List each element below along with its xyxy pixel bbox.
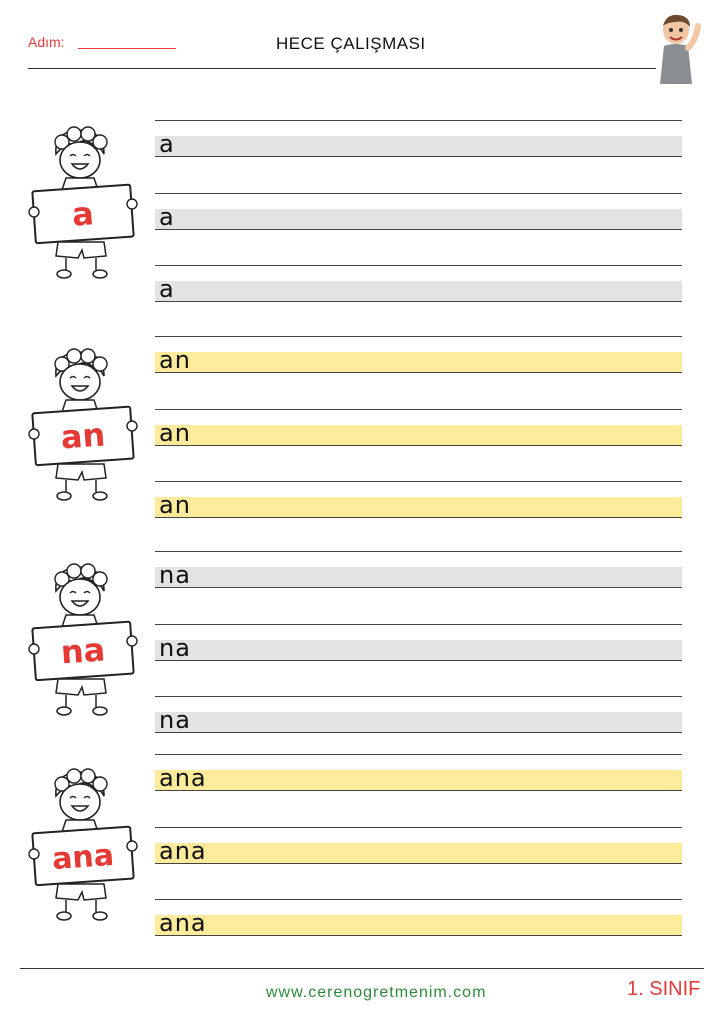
row-base-line	[155, 517, 682, 518]
row-top-line	[155, 409, 682, 410]
name-write-line	[78, 48, 176, 49]
row-highlight-band	[155, 640, 682, 660]
writing-row[interactable]	[155, 899, 682, 937]
writing-row[interactable]	[155, 336, 682, 374]
waving-child-avatar-icon	[654, 12, 702, 84]
row-base-line	[155, 790, 682, 791]
writing-row[interactable]	[155, 409, 682, 447]
row-syllable-text: na	[159, 561, 191, 589]
row-syllable-text: an	[159, 346, 191, 374]
row-syllable-text: na	[159, 634, 191, 662]
writing-row[interactable]	[155, 827, 682, 865]
sign-syllable: ana	[50, 837, 116, 878]
row-top-line	[155, 265, 682, 266]
writing-row[interactable]	[155, 551, 682, 589]
row-highlight-band	[155, 425, 682, 445]
row-top-line	[155, 120, 682, 121]
row-top-line	[155, 899, 682, 900]
sign-syllable: an	[59, 415, 107, 457]
row-top-line	[155, 481, 682, 482]
row-syllable-text: na	[159, 706, 191, 734]
name-label: Adım:	[28, 34, 65, 50]
row-highlight-band	[155, 497, 682, 517]
sign-syllable: a	[70, 194, 96, 234]
footer-grade-label: 1. SINIF	[627, 978, 701, 1000]
row-highlight-band	[155, 712, 682, 732]
row-top-line	[155, 624, 682, 625]
row-top-line	[155, 827, 682, 828]
row-highlight-band	[155, 915, 682, 935]
row-base-line	[155, 660, 682, 661]
row-top-line	[155, 336, 682, 337]
writing-row[interactable]	[155, 624, 682, 662]
row-highlight-band	[155, 136, 682, 156]
row-highlight-band	[155, 567, 682, 587]
row-highlight-band	[155, 770, 682, 790]
row-base-line	[155, 863, 682, 864]
row-top-line	[155, 551, 682, 552]
writing-row[interactable]	[155, 481, 682, 519]
row-highlight-band	[155, 281, 682, 301]
writing-row[interactable]	[155, 696, 682, 734]
footer-website: www.cerenogretmenim.com	[266, 984, 487, 1001]
row-syllable-text: ana	[159, 837, 207, 865]
row-base-line	[155, 229, 682, 230]
row-base-line	[155, 301, 682, 302]
writing-row[interactable]	[155, 193, 682, 231]
row-highlight-band	[155, 843, 682, 863]
footer-divider	[20, 968, 704, 969]
child-holding-sign-illustration	[26, 766, 146, 926]
row-base-line	[155, 732, 682, 733]
row-base-line	[155, 935, 682, 936]
row-syllable-text: a	[159, 203, 175, 231]
sign-syllable: na	[59, 630, 107, 672]
writing-row[interactable]	[155, 120, 682, 158]
row-syllable-text: a	[159, 130, 175, 158]
row-syllable-text: an	[159, 491, 191, 519]
row-top-line	[155, 754, 682, 755]
writing-row[interactable]	[155, 754, 682, 792]
row-syllable-text: a	[159, 275, 175, 303]
child-holding-sign-illustration	[26, 346, 146, 506]
row-base-line	[155, 156, 682, 157]
row-top-line	[155, 696, 682, 697]
header-divider	[28, 68, 656, 69]
row-syllable-text: an	[159, 419, 191, 447]
row-highlight-band	[155, 352, 682, 372]
row-base-line	[155, 587, 682, 588]
row-base-line	[155, 372, 682, 373]
page-title: HECE ÇALIŞMASI	[276, 34, 426, 53]
row-highlight-band	[155, 209, 682, 229]
row-top-line	[155, 193, 682, 194]
row-syllable-text: ana	[159, 764, 207, 792]
child-holding-sign-illustration	[26, 124, 146, 284]
child-holding-sign-illustration	[26, 561, 146, 721]
page-header	[0, 0, 724, 80]
row-syllable-text: ana	[159, 909, 207, 937]
row-base-line	[155, 445, 682, 446]
writing-row[interactable]	[155, 265, 682, 303]
